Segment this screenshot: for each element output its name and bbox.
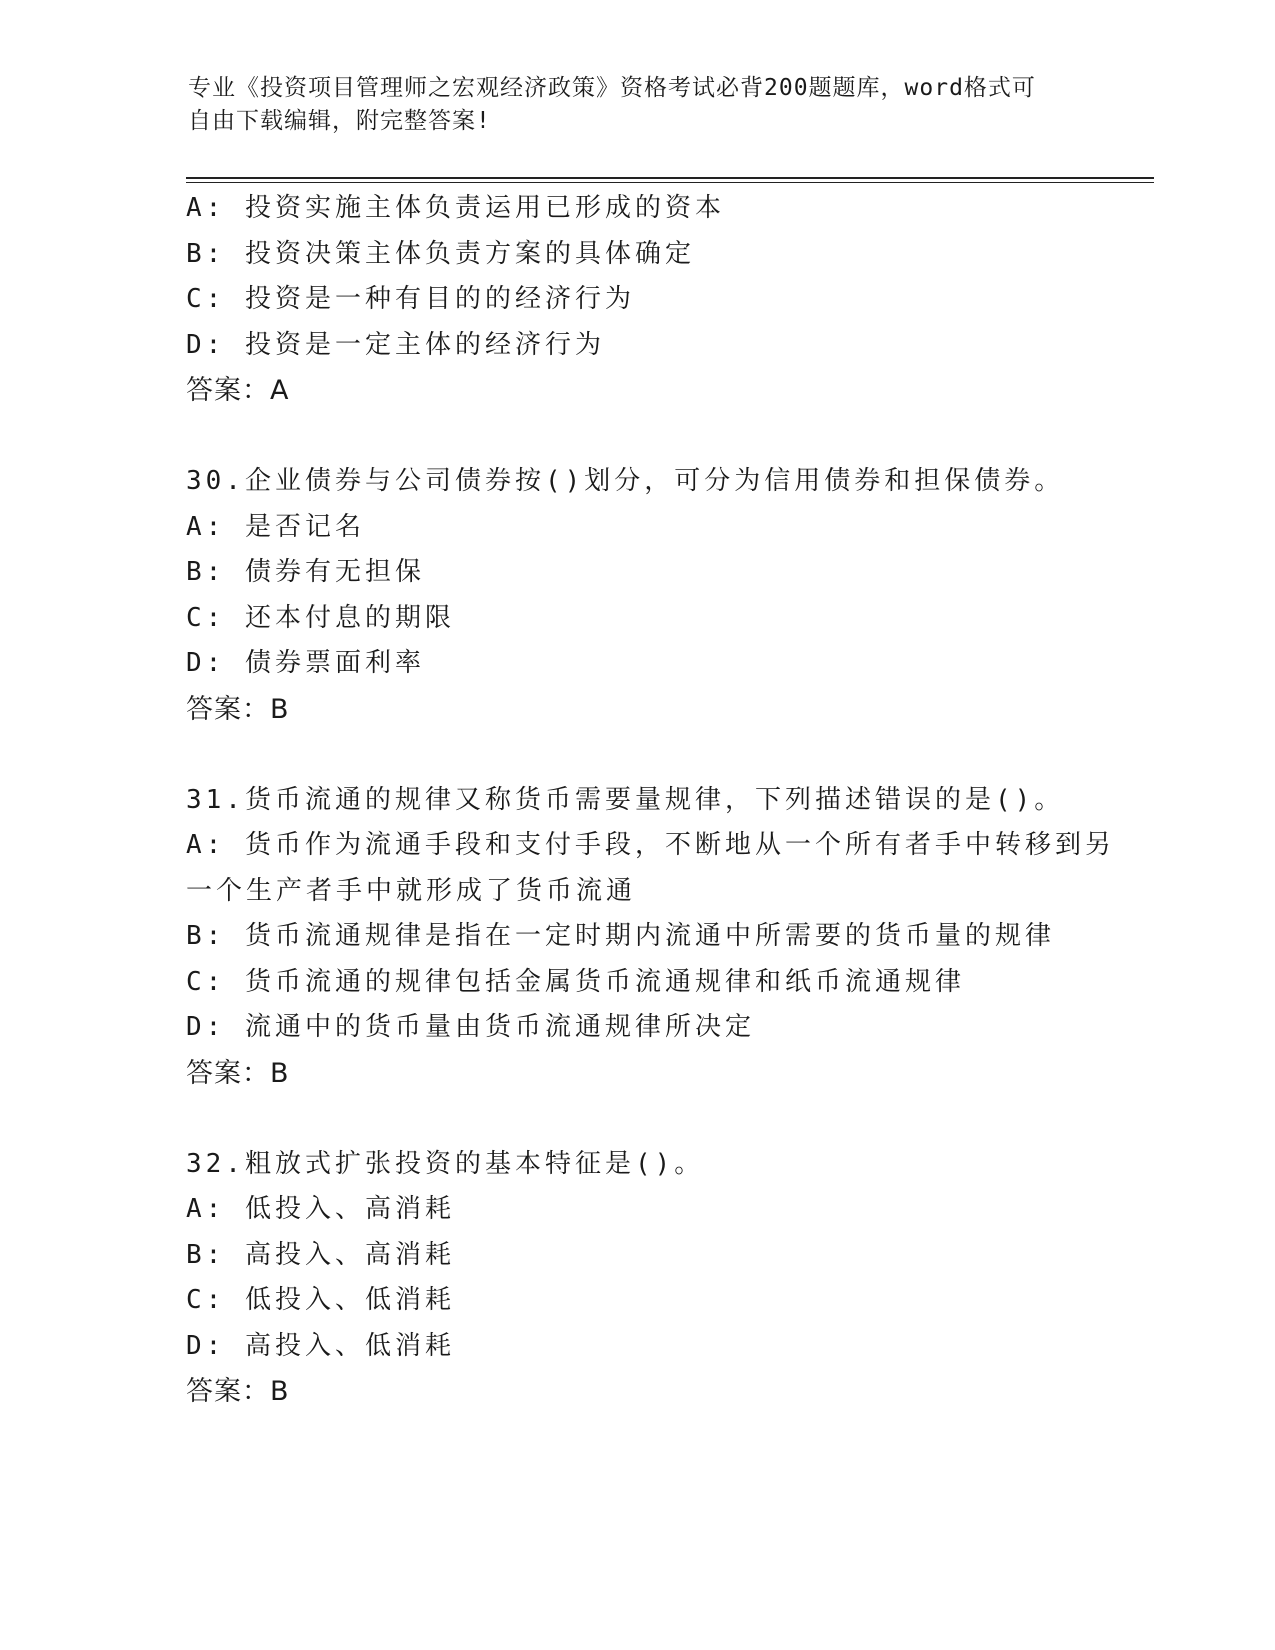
- document-header: [188, 72, 1088, 138]
- question-32: [186, 1142, 1086, 1415]
- question-29-continued: [186, 186, 1086, 414]
- answer-line: 答案：A: [186, 375, 290, 406]
- option-c: C: 低投入、低消耗: [186, 1285, 455, 1315]
- option-b: B: 高投入、高消耗: [186, 1239, 455, 1270]
- option-a: A: 是否记名: [186, 511, 365, 542]
- spacer: [186, 732, 1086, 778]
- question-30: [186, 459, 1086, 732]
- question-list: [186, 186, 1115, 1415]
- option-a: A: 货币作为流通手段和支付手段，不断地从一个所有者手中转移到另: [186, 830, 1115, 860]
- option-d: D: 投资是一定主体的经济行为: [186, 329, 605, 360]
- option-c: C: 投资是一种有目的的经济行为: [186, 284, 635, 314]
- header-line-2: 自由下载编辑，附完整答案!: [188, 108, 491, 134]
- option-d: D: 高投入、低消耗: [186, 1330, 455, 1361]
- option-c: C: 货币流通的规律包括金属货币流通规律和纸币流通规律: [186, 966, 965, 997]
- question-stem: 31.货币流通的规律又称货币需要量规律，下列描述错误的是()。: [186, 784, 1065, 815]
- answer-line: 答案：B: [186, 693, 290, 725]
- answer-line: 答案：B: [186, 1376, 290, 1407]
- option-b: B: 货币流通规律是指在一定时期内流通中所需要的货币量的规律: [186, 921, 1055, 951]
- header-divider-thick: [186, 177, 1154, 179]
- option-b: B: 债券有无担保: [186, 557, 425, 587]
- option-d: D: 流通中的货币量由货币流通规律所决定: [186, 1012, 755, 1042]
- header-divider-thin: [186, 182, 1154, 183]
- question-stem: 30.企业债券与公司债券按()划分，可分为信用债券和担保债券。: [186, 466, 1065, 496]
- option-a: A: 低投入、高消耗: [186, 1194, 455, 1224]
- option-c: C: 还本付息的期限: [186, 602, 455, 633]
- question-31: [186, 778, 1115, 1097]
- option-d: D: 债券票面利率: [186, 648, 425, 678]
- option-a-continued: 一个生产者手中就形成了货币流通: [186, 875, 637, 906]
- option-b: B: 投资决策主体负责方案的具体确定: [186, 238, 695, 269]
- answer-line: 答案：B: [186, 1057, 290, 1089]
- spacer: [186, 414, 1086, 460]
- question-stem: 32.粗放式扩张投资的基本特征是()。: [186, 1148, 705, 1179]
- option-a: A: 投资实施主体负责运用已形成的资本: [186, 193, 725, 223]
- header-line-1: 专业《投资项目管理师之宏观经济政策》资格考试必背200题题库，word格式可: [188, 75, 1036, 101]
- spacer: [186, 1096, 1086, 1142]
